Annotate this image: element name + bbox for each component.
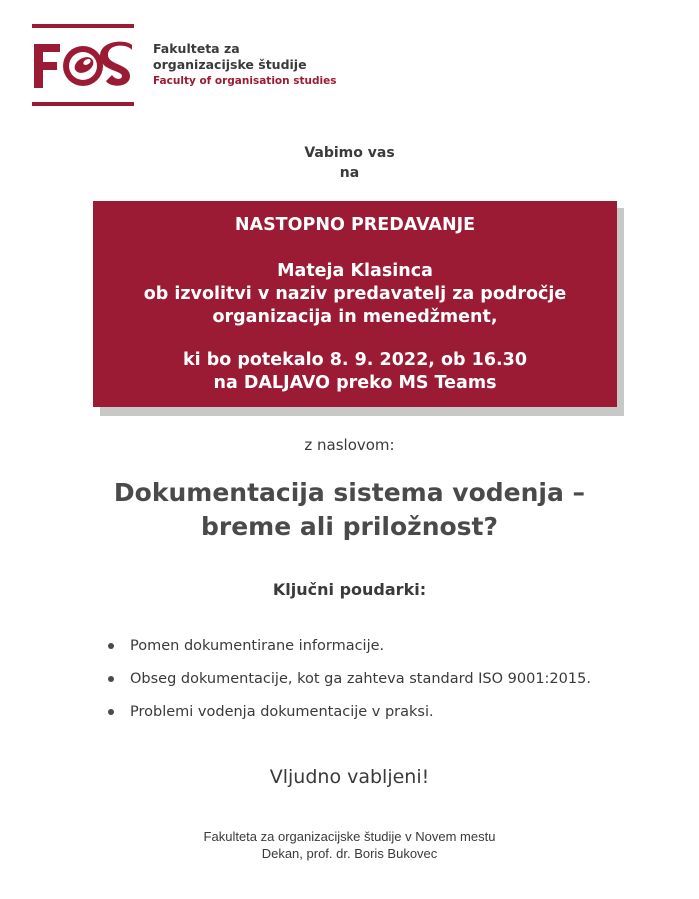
faculty-name-english: Faculty of organisation studies — [153, 75, 337, 87]
list-item: Problemi vodenja dokumentacije v praksi. — [106, 702, 591, 735]
lecture-title — [0, 476, 699, 544]
bullet-icon — [108, 676, 114, 682]
purpose-line2: organizacija in menedžment, — [212, 307, 498, 327]
event-box — [93, 201, 617, 407]
event-date-time: ki bo potekalo 8. 9. 2022, ob 16.30 — [183, 350, 527, 370]
logo-top-bar — [32, 24, 134, 28]
event-heading: NASTOPNO PREDAVANJE — [234, 215, 476, 235]
list-item: Obseg dokumentacije, kot ga zahteva standard ISO 9001:2015. — [106, 669, 591, 702]
footer-institution: Fakulteta za organizacijske študije v Novem mestu — [203, 829, 496, 844]
footer-dean: Dekan, prof. dr. Boris Bukovec — [261, 846, 438, 861]
purpose-line1: ob izvolitvi v naziv predavatelj za področje — [143, 284, 567, 304]
list-item: Pomen dokumentirane informacije. — [106, 636, 591, 669]
invitation-line1: Vabimo vas — [304, 145, 395, 161]
highlights-heading: Ključni poudarki: — [272, 580, 427, 599]
faculty-name-line2: organizacijske študije — [153, 57, 307, 72]
closing-text: Vljudno vabljeni! — [269, 766, 430, 788]
highlights-list — [106, 636, 591, 735]
logo-letter-s — [100, 42, 132, 86]
lecture-title-line1: Dokumentacija sistema vodenja – — [113, 478, 586, 507]
event-location: na DALJAVO preko MS Teams — [213, 373, 497, 393]
title-intro: z naslovom: — [304, 436, 395, 454]
event-details — [93, 260, 617, 329]
faculty-name — [153, 41, 337, 89]
invitation-text — [0, 143, 699, 183]
bullet-icon — [108, 709, 114, 715]
lecturer-name: Mateja Klasinca — [277, 261, 433, 281]
faculty-name-line1: Fakulteta za — [153, 41, 240, 56]
event-schedule — [93, 349, 617, 395]
bullet-icon — [108, 643, 114, 649]
lecture-title-line2: breme ali priložnost? — [201, 512, 498, 541]
invitation-line2: na — [339, 165, 360, 181]
logo-letter-f — [34, 44, 60, 88]
logo-bottom-bar — [32, 102, 134, 106]
footer — [0, 828, 699, 862]
fos-logo — [32, 24, 142, 108]
